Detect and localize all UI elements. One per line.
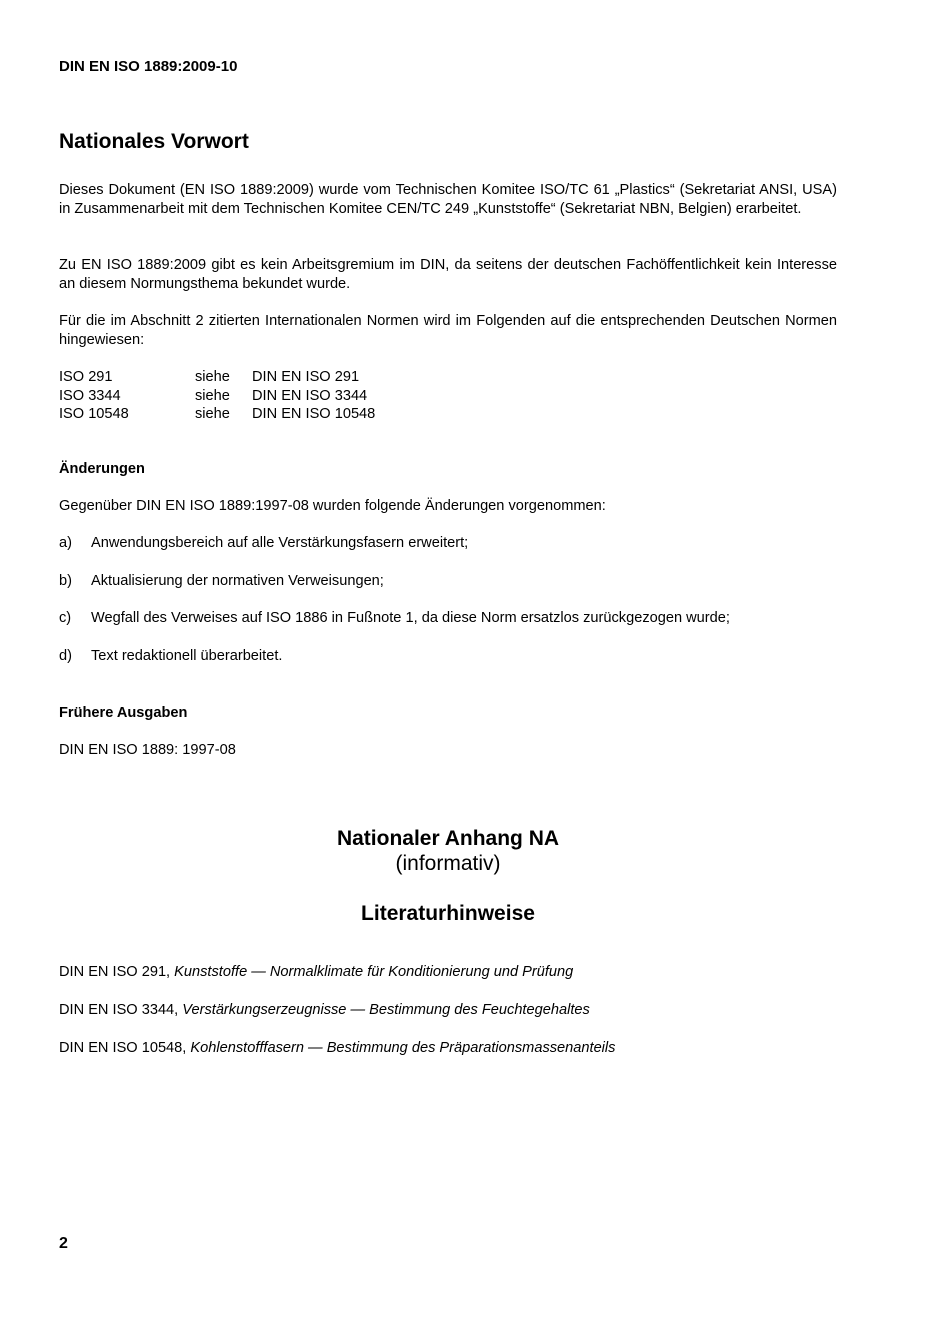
changes-heading: Änderungen [59, 461, 145, 477]
bibliography-ref: DIN EN ISO 10548, [59, 1039, 191, 1056]
reference-see: siehe [195, 387, 230, 404]
list-item-text: Text redaktionell überarbeitet. [91, 647, 283, 664]
list-item-letter: c) [59, 610, 72, 626]
bibliography-ref: DIN EN ISO 291, [59, 964, 175, 980]
list-item-text: Wegfall des Verweises auf ISO 1886 in Fußnote 1, da diese Norm ersatzlos zurückgezogen wurde; [91, 610, 730, 626]
bibliography-item [59, 964, 615, 1002]
foreword-title: Nationales Vorwort [59, 130, 249, 153]
foreword-paragraph: Dieses Dokument (EN ISO 1889:2009) wurde vom Technischen Komitee ISO/TC 61 „Plastics“ (Sekretariat ANSI, USA) in Zusammenarbeit mit dem Technischen Komitee CEN/TC 249 „Kunststoffe“ (Sekretariat NBN, Belgien) erarbeitet. [59, 182, 837, 217]
changes-intro: Gegenüber DIN EN ISO 1889:1997-08 wurden folgende Änderungen vorgenommen: [59, 498, 606, 514]
foreword-paragraph: Zu EN ISO 1889:2009 gibt es kein Arbeitsgremium im DIN, da seitens der deutschen Fachöffentlichkeit kein Interesse an diesem Normungsthema bekundet wurde. [59, 257, 837, 292]
bibliography-item [59, 1002, 615, 1040]
list-item-letter: d) [59, 647, 72, 664]
annex-title: Nationaler Anhang NA [336, 827, 560, 850]
bibliography-title: Kohlenstofffasern — Bestimmung des Präparationsmassenanteils [190, 1039, 616, 1056]
list-item [59, 610, 837, 648]
earlier-editions-heading: Frühere Ausgaben [59, 705, 188, 721]
reference-row [59, 387, 375, 406]
earlier-editions-text: DIN EN ISO 1889: 1997-08 [59, 742, 236, 758]
reference-iso: ISO 291 [59, 369, 113, 385]
annex-header [59, 827, 837, 877]
bibliography-title: Verstärkungserzeugnisse — Bestimmung des Feuchtegehaltes [182, 1001, 590, 1018]
list-item-letter: a) [59, 535, 72, 551]
changes-list [59, 535, 837, 685]
foreword-paragraph: Für die im Abschnitt 2 zitierten Internationalen Normen wird im Folgenden auf die entsprechenden Deutschen Normen hingewiesen: [59, 313, 837, 348]
reference-see: siehe [195, 369, 230, 385]
list-item [59, 573, 837, 611]
list-item [59, 535, 837, 573]
list-item-text: Aktualisierung der normativen Verweisungen; [91, 572, 384, 589]
reference-see: siehe [195, 406, 230, 422]
reference-row [59, 405, 375, 424]
bibliography-item [59, 1040, 615, 1078]
list-item-text: Anwendungsbereich auf alle Verstärkungsfasern erweitert; [91, 535, 469, 551]
reference-table [59, 368, 375, 424]
bibliography-list [59, 964, 615, 1077]
list-item [59, 648, 837, 686]
page-number: 2 [59, 1235, 68, 1252]
document-code: DIN EN ISO 1889:2009-10 [59, 58, 238, 75]
reference-din: DIN EN ISO 291 [252, 369, 360, 385]
literature-title: Literaturhinweise [361, 902, 535, 925]
annex-subtitle: (informativ) [395, 852, 501, 875]
list-item-letter: b) [59, 572, 72, 589]
reference-iso: ISO 10548 [59, 406, 129, 422]
reference-din: DIN EN ISO 3344 [252, 387, 368, 404]
bibliography-title: Kunststoffe — Normalklimate für Konditionierung und Prüfung [174, 964, 574, 980]
reference-iso: ISO 3344 [59, 387, 121, 404]
bibliography-ref: DIN EN ISO 3344, [59, 1001, 183, 1018]
reference-din: DIN EN ISO 10548 [252, 406, 376, 422]
reference-row [59, 368, 375, 387]
